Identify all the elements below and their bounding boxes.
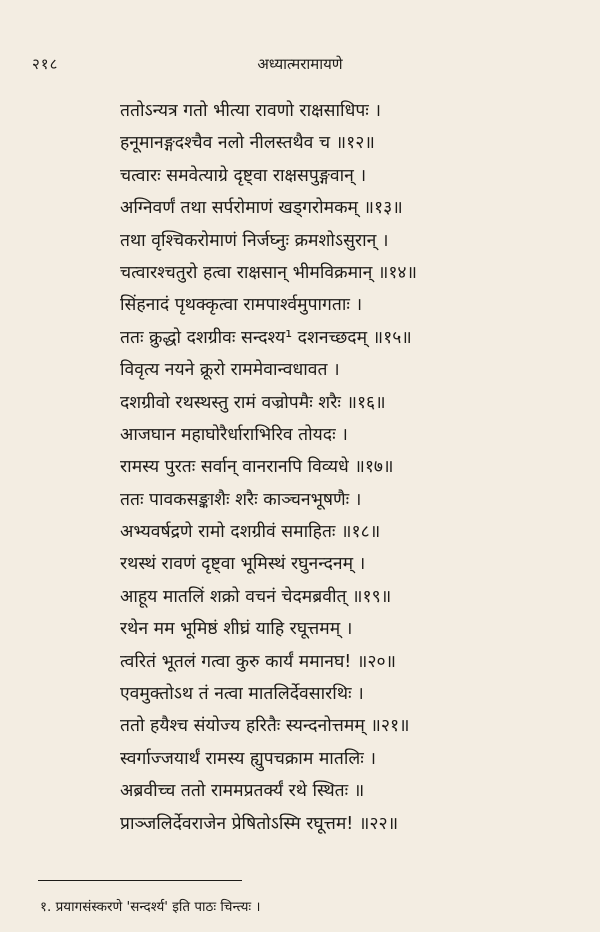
verse-line: अब्रवीच्च ततो राममप्रतर्क्यं रथे स्थितः ॥ xyxy=(120,781,365,802)
verse-line: रथेन मम भूमिष्ठं शीघ्रं याहि रघूत्तमम् । xyxy=(120,619,353,640)
verse-line: सिंहनादं पृथक्कृत्वा रामपार्श्वमुपागताः । xyxy=(120,295,363,316)
verse-line: ततः पावकसङ्काशैः शरैः काञ्चनभूषणैः । xyxy=(120,489,362,510)
verse-line: एवमुक्तोऽथ तं नत्वा मातलिर्देवसारथिः । xyxy=(120,684,364,705)
verse-line: आजघान महाघोरैर्धाराभिरिव तोयदः । xyxy=(120,424,348,445)
page-number: २१८ xyxy=(32,55,59,73)
footnote-rule xyxy=(38,880,242,881)
verse-line: चत्वारश्चतुरो हत्वा राक्षसान् भीमविक्रमान् ॥१४॥ xyxy=(120,262,418,283)
verse-line: विवृत्य नयने क्रूरो राममेवान्वधावत । xyxy=(120,360,340,381)
verse-line: दशग्रीवो रथस्थस्तु रामं वज्रोपमैः शरैः ॥१६॥ xyxy=(120,392,386,413)
verse-line: तथा वृश्चिकरोमाणं निर्जघ्नुः क्रमशोऽसुरान् । xyxy=(120,230,389,251)
verse-line: प्राञ्जलिर्देवराजेन प्रेषितोऽस्मि रघूत्तम! ॥२२॥ xyxy=(120,813,399,834)
verse-line: अग्निवर्णं तथा सर्परोमाणं खड्गरोमकम् ॥१३॥ xyxy=(120,198,403,219)
verse-list xyxy=(120,95,417,840)
verse-line: स्वर्गाज्जयार्थं रामस्य ह्युपचक्राम मातलिः । xyxy=(120,748,376,769)
footnote: १. प्रयागसंस्करणे 'सन्दर्श्य' इति पाठः चिन्त्यः । xyxy=(40,899,261,915)
verse-line: ततो हयैश्च संयोज्य हरितैः स्यन्दनोत्तमम् ॥२१॥ xyxy=(120,716,410,737)
verse-line: ततः क्रुद्धो दशग्रीवः सन्दश्य¹ दशनच्छदम् ॥१५॥ xyxy=(120,327,412,348)
verse-line: ततोऽन्यत्र गतो भीत्या रावणो राक्षसाधिपः । xyxy=(120,101,382,121)
verse-line: रामस्य पुरतः सर्वान् वानरानपि विव्यधे ॥१७॥ xyxy=(120,457,394,478)
verse-line: चत्वारः समवेत्याग्रे दृष्ट्वा राक्षसपुङ्गवान् । xyxy=(120,165,367,186)
verse-line: आहूय मातलिं शक्रो वचनं चेदमब्रवीत् ॥१९॥ xyxy=(120,586,392,607)
verse-line: त्वरितं भूतलं गत्वा कुरु कार्यं ममानघ! ॥२०॥ xyxy=(120,651,397,672)
verse-line: रथस्थं रावणं दृष्ट्वा भूमिस्थं रघुनन्दनम् । xyxy=(120,554,366,575)
verse-line: अभ्यवर्षद्रणे रामो दशग्रीवं समाहितः ॥१८॥ xyxy=(120,522,381,543)
verse-line: हनूमानङ्गदश्चैव नलो नीलस्तथैव च ॥१२॥ xyxy=(120,133,375,154)
running-title: अध्यात्मरामायणे xyxy=(257,55,343,73)
